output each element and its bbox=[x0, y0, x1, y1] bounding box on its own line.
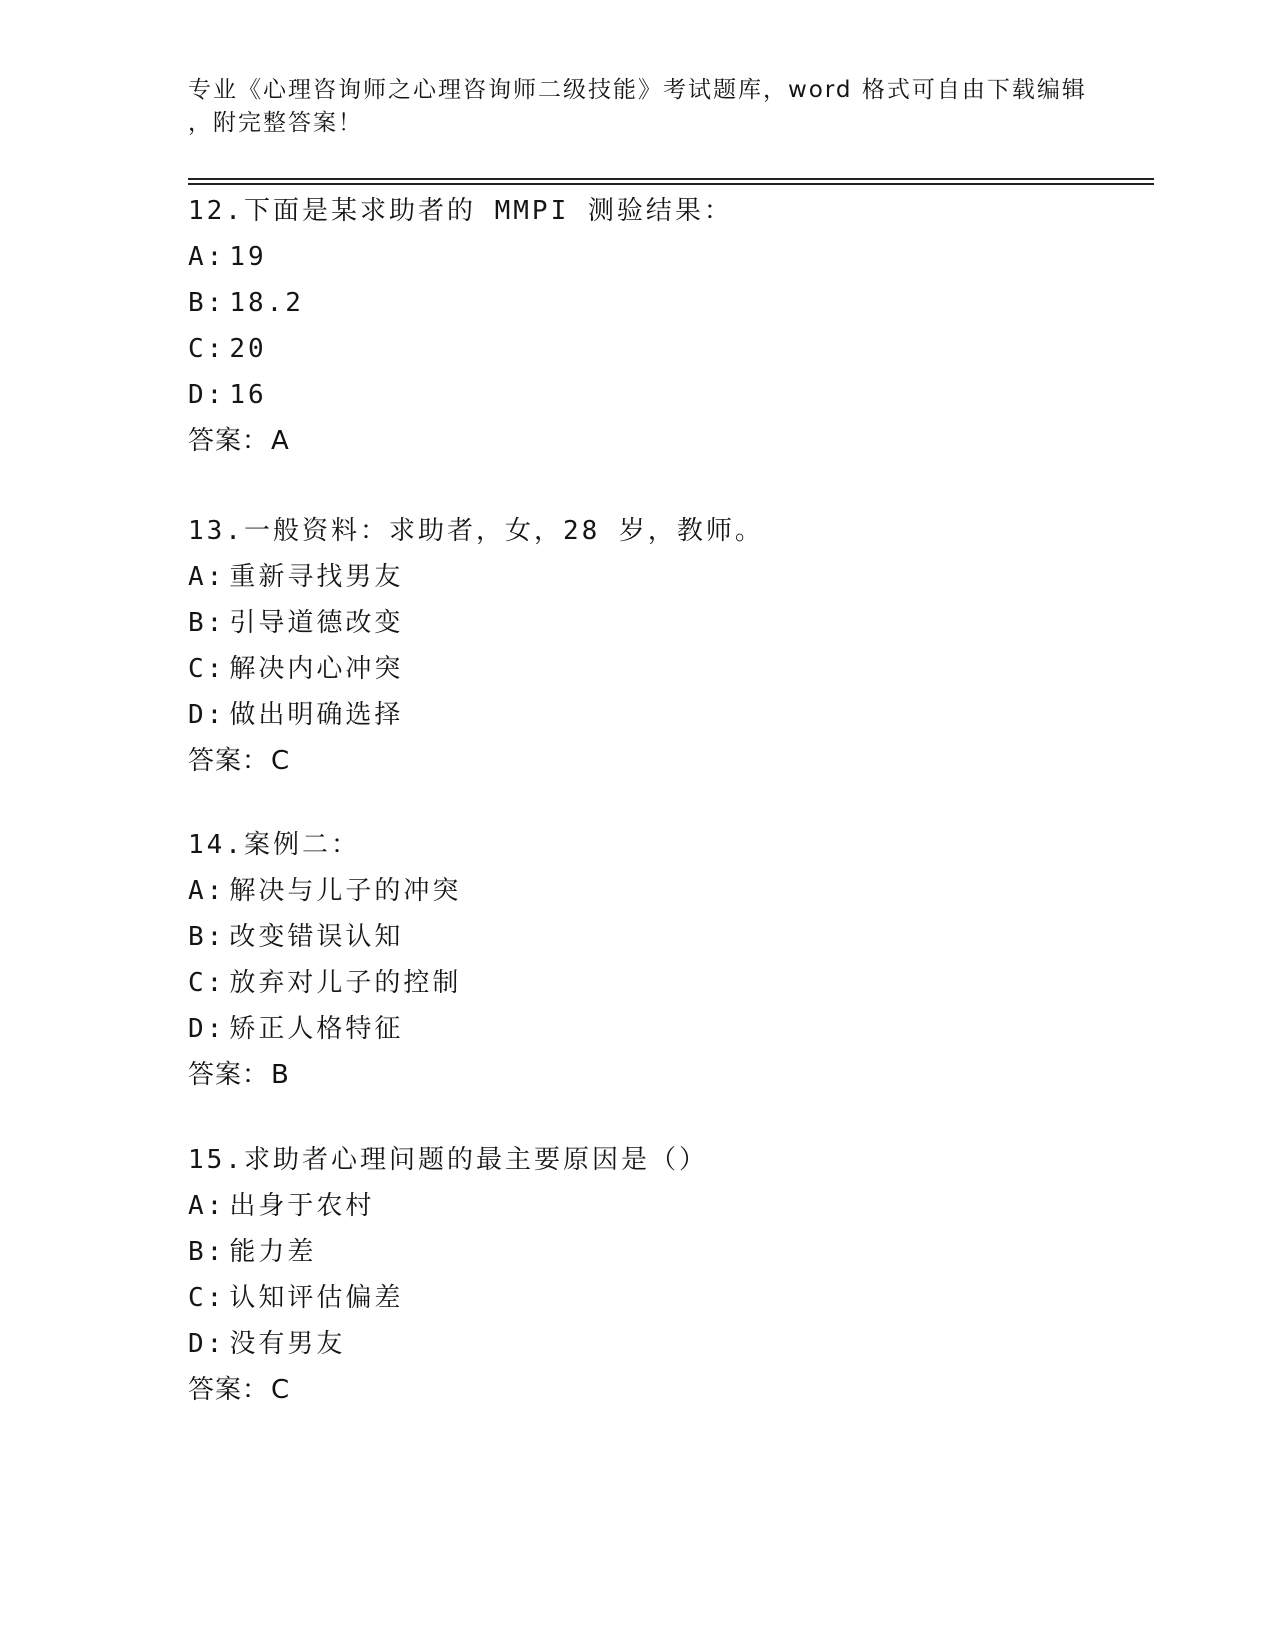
option-text: 改变错误认知 bbox=[229, 922, 404, 952]
option-letter: C: bbox=[188, 654, 226, 684]
option-letter: C: bbox=[188, 1283, 226, 1313]
answer-line bbox=[188, 738, 1148, 784]
answer-line bbox=[188, 418, 1148, 464]
option-d bbox=[188, 1006, 1148, 1052]
option-text: 认知评估偏差 bbox=[229, 1283, 404, 1313]
option-b bbox=[188, 280, 1148, 326]
answer-label: 答案： bbox=[188, 1060, 270, 1090]
option-text: 矫正人格特征 bbox=[229, 1014, 404, 1044]
question-stem: 15.求助者心理问题的最主要原因是（） bbox=[188, 1145, 708, 1175]
option-text: 出身于农村 bbox=[229, 1191, 375, 1221]
question-stem: 12.下面是某求助者的 MMPI 测验结果： bbox=[188, 196, 733, 226]
header-line-2: ，附完整答案！ bbox=[188, 110, 363, 136]
answer-value: A bbox=[271, 426, 289, 456]
option-c bbox=[188, 326, 1148, 372]
option-c bbox=[188, 646, 1148, 692]
option-letter: C: bbox=[188, 968, 226, 998]
option-letter: A: bbox=[188, 876, 226, 906]
option-text: 做出明确选择 bbox=[229, 700, 404, 730]
option-text: 解决内心冲突 bbox=[229, 654, 404, 684]
option-a bbox=[188, 554, 1148, 600]
answer-label: 答案： bbox=[188, 426, 270, 456]
answer-line bbox=[188, 1367, 1148, 1413]
question-13 bbox=[188, 508, 1148, 784]
header-line-1: 专业《心理咨询师之心理咨询师二级技能》考试题库，word 格式可自由下载编辑 bbox=[188, 77, 1087, 103]
option-d bbox=[188, 692, 1148, 738]
option-c bbox=[188, 1275, 1148, 1321]
question-15 bbox=[188, 1137, 1148, 1413]
answer-label: 答案： bbox=[188, 1375, 270, 1405]
answer-label: 答案： bbox=[188, 746, 270, 776]
option-b bbox=[188, 600, 1148, 646]
option-a bbox=[188, 868, 1148, 914]
option-text: 20 bbox=[229, 334, 267, 364]
document-header bbox=[188, 74, 1088, 140]
question-stem: 14.案例二： bbox=[188, 830, 360, 860]
answer-value: B bbox=[271, 1060, 289, 1090]
option-c bbox=[188, 960, 1148, 1006]
option-letter: D: bbox=[188, 1014, 226, 1044]
option-text: 能力差 bbox=[229, 1237, 317, 1267]
option-a bbox=[188, 1183, 1148, 1229]
option-letter: B: bbox=[188, 608, 226, 638]
option-text: 没有男友 bbox=[229, 1329, 346, 1359]
question-12 bbox=[188, 188, 1148, 464]
option-text: 放弃对儿子的控制 bbox=[229, 968, 462, 998]
header-divider-top bbox=[188, 178, 1154, 180]
question-14 bbox=[188, 822, 1148, 1098]
header-divider-bottom bbox=[188, 183, 1154, 185]
option-d bbox=[188, 1321, 1148, 1367]
option-letter: D: bbox=[188, 380, 226, 410]
option-letter: D: bbox=[188, 1329, 226, 1359]
answer-value: C bbox=[271, 746, 290, 776]
option-letter: B: bbox=[188, 1237, 226, 1267]
option-letter: B: bbox=[188, 922, 226, 952]
option-text: 解决与儿子的冲突 bbox=[229, 876, 462, 906]
answer-value: C bbox=[271, 1375, 290, 1405]
option-text: 18.2 bbox=[229, 288, 304, 318]
option-letter: A: bbox=[188, 242, 226, 272]
option-text: 19 bbox=[229, 242, 267, 272]
option-letter: D: bbox=[188, 700, 226, 730]
option-letter: A: bbox=[188, 562, 226, 592]
option-a bbox=[188, 234, 1148, 280]
option-b bbox=[188, 914, 1148, 960]
option-d bbox=[188, 372, 1148, 418]
option-text: 16 bbox=[229, 380, 267, 410]
option-b bbox=[188, 1229, 1148, 1275]
answer-line bbox=[188, 1052, 1148, 1098]
option-letter: B: bbox=[188, 288, 226, 318]
question-stem: 13.一般资料：求助者，女，28 岁，教师。 bbox=[188, 516, 764, 546]
option-text: 重新寻找男友 bbox=[229, 562, 404, 592]
option-letter: A: bbox=[188, 1191, 226, 1221]
option-text: 引导道德改变 bbox=[229, 608, 404, 638]
option-letter: C: bbox=[188, 334, 226, 364]
